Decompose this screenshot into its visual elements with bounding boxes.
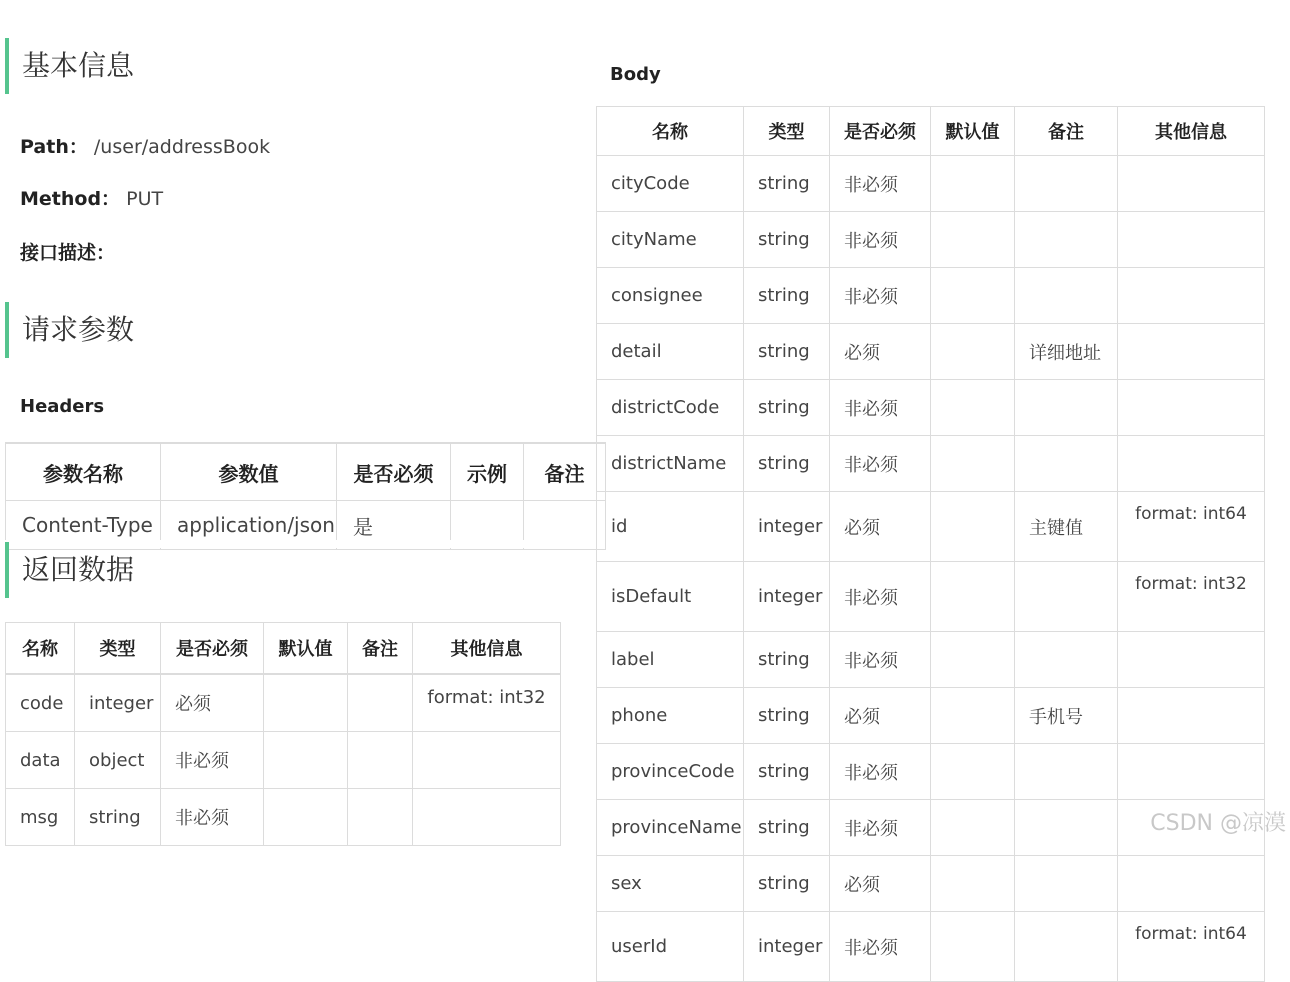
column-header: 类型 [75,623,161,675]
section-title-request-params: 请求参数 [5,302,134,358]
column-header: 名称 [6,623,75,675]
table-row [597,492,1265,562]
table-cell [931,436,1015,492]
table-cell [1118,156,1265,212]
table-cell: data [6,732,75,789]
headers-table [5,442,606,550]
path-value: /user/addressBook [93,136,271,158]
table-cell: 必须 [161,674,264,732]
table-row [597,856,1265,912]
table-cell: 非必须 [830,632,931,688]
table-cell [264,732,348,789]
table-cell: 手机号 [1015,688,1118,744]
headers-label: Headers [20,396,105,417]
method-row [20,184,163,211]
table-cell [931,380,1015,436]
table-cell [1015,156,1118,212]
table-cell: 详细地址 [1015,324,1118,380]
table-cell [931,912,1015,982]
table-cell [931,562,1015,632]
table-cell [931,744,1015,800]
column-header: 备注 [348,623,413,675]
table-cell: 非必须 [161,732,264,789]
table-cell [1118,744,1265,800]
table-cell: 必须 [830,856,931,912]
table-cell: 非必须 [830,380,931,436]
table-row [6,789,561,846]
table-cell [1015,912,1118,982]
table-cell [1015,380,1118,436]
table-cell [931,688,1015,744]
table-row [597,632,1265,688]
table-row [597,268,1265,324]
method-value: PUT [126,188,164,210]
column-header: 备注 [524,443,606,501]
column-header: 默认值 [264,623,348,675]
body-table-rows [597,156,1265,982]
table-cell: integer [75,674,161,732]
table-row [6,674,561,732]
response-table-header [6,623,561,675]
table-cell [931,212,1015,268]
table-row [597,744,1265,800]
table-cell [1015,562,1118,632]
table-cell: 必须 [830,688,931,744]
table-row [597,436,1265,492]
table-cell: phone [597,688,744,744]
table-cell: districtName [597,436,744,492]
table-cell: 非必须 [830,562,931,632]
table-cell [931,856,1015,912]
table-cell: provinceCode [597,744,744,800]
table-cell [348,789,413,846]
table-cell: sex [597,856,744,912]
table-cell: string [744,156,830,212]
body-label: Body [610,64,661,85]
table-cell: string [744,688,830,744]
description-row [20,238,115,265]
table-cell [1015,856,1118,912]
table-cell: string [744,324,830,380]
table-cell: 非必须 [830,912,931,982]
table-cell [264,674,348,732]
table-cell [931,268,1015,324]
table-cell: provinceName [597,800,744,856]
section-title-response-data: 返回数据 [5,542,134,598]
table-cell: 是 [337,501,451,550]
table-cell [1118,856,1265,912]
table-cell: label [597,632,744,688]
response-table [5,622,561,846]
column-header: 其他信息 [413,623,561,675]
table-cell [1015,436,1118,492]
table-cell [264,789,348,846]
table-cell [1118,436,1265,492]
table-cell: 非必须 [830,268,931,324]
table-cell [931,632,1015,688]
column-header: 其他信息 [1118,107,1265,156]
table-cell: cityCode [597,156,744,212]
table-cell [413,732,561,789]
column-header: 是否必须 [830,107,931,156]
table-row [597,912,1265,982]
path-row [20,132,270,159]
column-header: 参数值 [161,443,337,501]
table-cell: 非必须 [830,212,931,268]
table-cell [1015,212,1118,268]
table-cell: string [744,268,830,324]
description-label: 接口描述： [20,242,116,264]
table-cell: id [597,492,744,562]
table-cell: userId [597,912,744,982]
table-cell: string [744,632,830,688]
table-cell: string [744,856,830,912]
body-table-header [597,107,1265,156]
table-cell [348,674,413,732]
table-cell [1015,268,1118,324]
table-cell: integer [744,492,830,562]
column-header: 是否必须 [337,443,451,501]
table-cell [931,324,1015,380]
path-label: Path： [20,136,88,158]
column-header: 默认值 [931,107,1015,156]
table-cell [348,732,413,789]
table-cell [1118,212,1265,268]
headers-table-header [6,443,606,501]
section-title-basic-info: 基本信息 [5,38,134,94]
table-cell: string [744,800,830,856]
table-cell: 非必须 [830,800,931,856]
table-row [597,212,1265,268]
table-cell: msg [6,789,75,846]
table-cell: detail [597,324,744,380]
table-cell: string [75,789,161,846]
table-cell [1015,800,1118,856]
method-label: Method： [20,188,121,210]
table-cell: 非必须 [830,156,931,212]
column-header: 名称 [597,107,744,156]
table-row [597,324,1265,380]
table-cell: format: int32 [1118,562,1265,632]
table-cell [1118,380,1265,436]
column-header: 参数名称 [6,443,161,501]
column-header: 示例 [451,443,524,501]
table-cell [1118,324,1265,380]
table-cell: 必须 [830,492,931,562]
table-cell: format: int64 [1118,492,1265,562]
table-cell: isDefault [597,562,744,632]
table-row [597,380,1265,436]
table-cell: integer [744,562,830,632]
table-cell: object [75,732,161,789]
column-header: 备注 [1015,107,1118,156]
table-cell: code [6,674,75,732]
watermark: CSDN @凉漠 [1150,811,1286,836]
table-cell [1015,744,1118,800]
table-cell: cityName [597,212,744,268]
table-cell: consignee [597,268,744,324]
table-cell [931,800,1015,856]
table-row [597,156,1265,212]
table-cell: string [744,380,830,436]
table-cell [931,156,1015,212]
table-cell: 非必须 [830,436,931,492]
table-cell: format: int32 [413,674,561,732]
table-cell: string [744,744,830,800]
table-cell: 非必须 [161,789,264,846]
table-cell: integer [744,912,830,982]
table-cell [1118,632,1265,688]
column-header: 类型 [744,107,830,156]
table-cell [931,492,1015,562]
table-cell: string [744,436,830,492]
body-table [596,106,1265,982]
table-cell: 必须 [830,324,931,380]
column-header: 是否必须 [161,623,264,675]
table-cell: Content-Type [6,501,161,550]
table-row [597,688,1265,744]
table-cell: 非必须 [830,744,931,800]
table-cell [1118,268,1265,324]
table-cell [1015,632,1118,688]
table-cell: string [744,212,830,268]
table-cell: districtCode [597,380,744,436]
table-row [6,732,561,789]
table-row [597,562,1265,632]
table-cell [1118,688,1265,744]
table-cell [413,789,561,846]
table-cell: application/json [161,501,337,550]
table-cell: format: int64 [1118,912,1265,982]
table-cell: 主键值 [1015,492,1118,562]
